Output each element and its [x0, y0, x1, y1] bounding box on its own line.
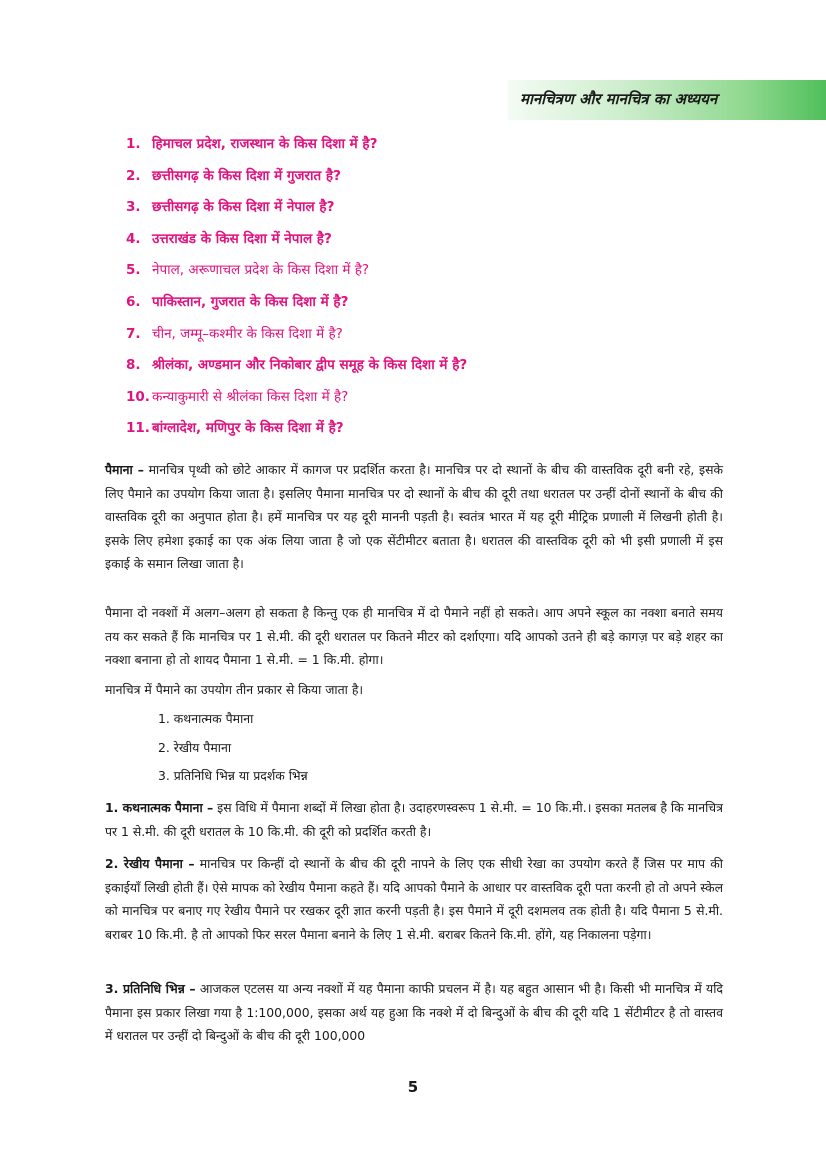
- rf-scale-heading: 3. प्रतिनिधि भिन्न –: [105, 981, 196, 996]
- question-item: 6. पाकिस्तान, गुजरात के किस दिशा में है?: [126, 293, 349, 310]
- list-item: 3. प्रतिनिधि भिन्न या प्रदर्शक भिन्न: [158, 768, 308, 783]
- question-item: 3. छत्तीसगढ़ के किस दिशा में नेपाल है?: [126, 199, 335, 216]
- list-item: 2. रेखीय पैमाना: [158, 739, 232, 755]
- question-item: 10. कन्याकुमारी से श्रीलंका किस दिशा में है?: [126, 388, 349, 405]
- scale-heading: पैमाना –: [105, 462, 144, 477]
- scale-types-intro: मानचित्र में पैमाने का उपयोग तीन प्रकार से किया जाता है।: [105, 682, 364, 697]
- statement-scale-paragraph: 1. कथनात्मक पैमाना – इस विधि में पैमाना शब्दों में लिखा होता है। उदाहरणस्वरूप 1 से.मी. = 10 कि.मी.। इसका मतलब है कि मानचित्र पर 1 से.मी. की दूरी धरातल के 10 कि.मी. की दूरी को प्रदर्शित करती है।: [105, 800, 723, 839]
- statement-scale-heading: 1. कथनात्मक पैमाना –: [105, 800, 214, 815]
- list-item: 1. कथनात्मक पैमाना: [158, 711, 254, 726]
- question-item: 7. चीन, जम्मू–कश्मीर के किस दिशा में है?: [126, 325, 343, 342]
- question-item: 1. हिमाचल प्रदेश, राजस्थान के किस दिशा में है?: [126, 136, 378, 152]
- rf-scale-paragraph: 3. प्रतिनिधि भिन्न – आजकल एटलस या अन्य नक्शों में यह पैमाना काफी प्रचलन में है। यह बहुत आसान भी है। किसी भी मानचित्र में यदि पैमाना इस प्रकार लिखा गया है 1:100,000, इसका अर्थ यह हुआ कि नक्शे में दो बिन्दुओं के बीच की दूरी यदि 1 सेंटीमीटर है तो वास्तव में धरातल पर उन्हीं दो बिन्दुओं के बीच की दूरी 100,000: [105, 981, 724, 1044]
- linear-scale-heading: 2. रेखीय पैमाना –: [105, 856, 195, 871]
- question-item: 4. उत्तराखंड के किस दिशा में नेपाल है?: [126, 230, 332, 247]
- page-number: 5: [407, 1078, 419, 1096]
- question-item: 11. बांग्लादेश, मणिपुर के किस दिशा में है?: [126, 420, 344, 437]
- question-item: 5. नेपाल, अरूणाचल प्रदेश के किस दिशा में है?: [126, 262, 370, 279]
- question-list: [126, 133, 726, 449]
- scale-difference-paragraph: पैमाना दो नक्शों में अलग–अलग हो सकता है किन्तु एक ही मानचित्र में दो पैमाने नहीं हो सकते। आप अपने स्कूल का नक्शा बनाते समय तय कर सकते हैं कि मानचित्र पर 1 से.मी. की दूरी धरातल पर कितने मीटर को दर्शाएगा। यदि आपको उतने ही बड़े कागज़ पर बड़े शहर का नक्शा बनाना हो तो शायद पैमाना 1 से.मी. = 1 कि.मी. होगा।: [105, 605, 723, 668]
- linear-scale-paragraph: 2. रेखीय पैमाना – मानचित्र पर किन्हीं दो स्थानों के बीच की दूरी नापने के लिए एक सीधी रेखा का उपयोग करते हैं जिस पर माप की इकाईयाँ लिखी होती हैं। ऐसे मापक को रेखीय पैमाना कहते हैं। यदि आपको पैमाने के आधार पर वास्तविक दूरी पता करनी हो तो अपने स्केल को मानचित्र पर बनाए गए रेखीय पैमाने पर रखकर दूरी ज्ञात करनी पड़ती है। इस पैमाने में दूरी दशमलव तक होती है। यदि पैमाना 5 से.मी. बराबर 10 कि.मी. है तो आपको फिर सरल पैमाना बनाने के लिए 1 से.मी. बराबर कितने कि.मी. होंगे, यह निकालना पड़ेगा।: [105, 856, 723, 942]
- running-header: मानचित्रण और मानचित्र का अध्ययन: [520, 90, 718, 108]
- scale-types-list: [158, 708, 558, 794]
- question-item: 8. श्रीलंका, अण्डमान और निकोबार द्वीप समूह के किस दिशा में है?: [126, 357, 468, 374]
- scale-paragraph: पैमाना – मानचित्र पृथ्वी को छोटे आकार में कागज पर प्रदर्शित करता है। मानचित्र पर दो स्थानों के बीच की वास्तविक दूरी बनी रहे, इसके लिए पैमाने का उपयोग किया जाता है। इसलिए पैमाना मानचित्र पर दो स्थानों के बीच की दूरी तथा धरातल पर उन्हीं दोनों स्थानों के बीच की वास्तविक दूरी का अनुपात होता है। हमें मानचित्र पर यह दूरी माननी पड़ती है। स्वतंत्र भारत में यह दूरी मीट्रिक प्रणाली में लिखनी होती है। इसके लिए हमेशा इकाई का एक अंक लिया जाता है जो एक सेंटीमीटर बताता है। धरातल की वास्तविक दूरी को भी इसी प्रणाली में इस इकाई के समान लिखा जाता है।: [105, 462, 723, 572]
- question-item: 2. छत्तीसगढ़ के किस दिशा में गुजरात है?: [126, 167, 341, 184]
